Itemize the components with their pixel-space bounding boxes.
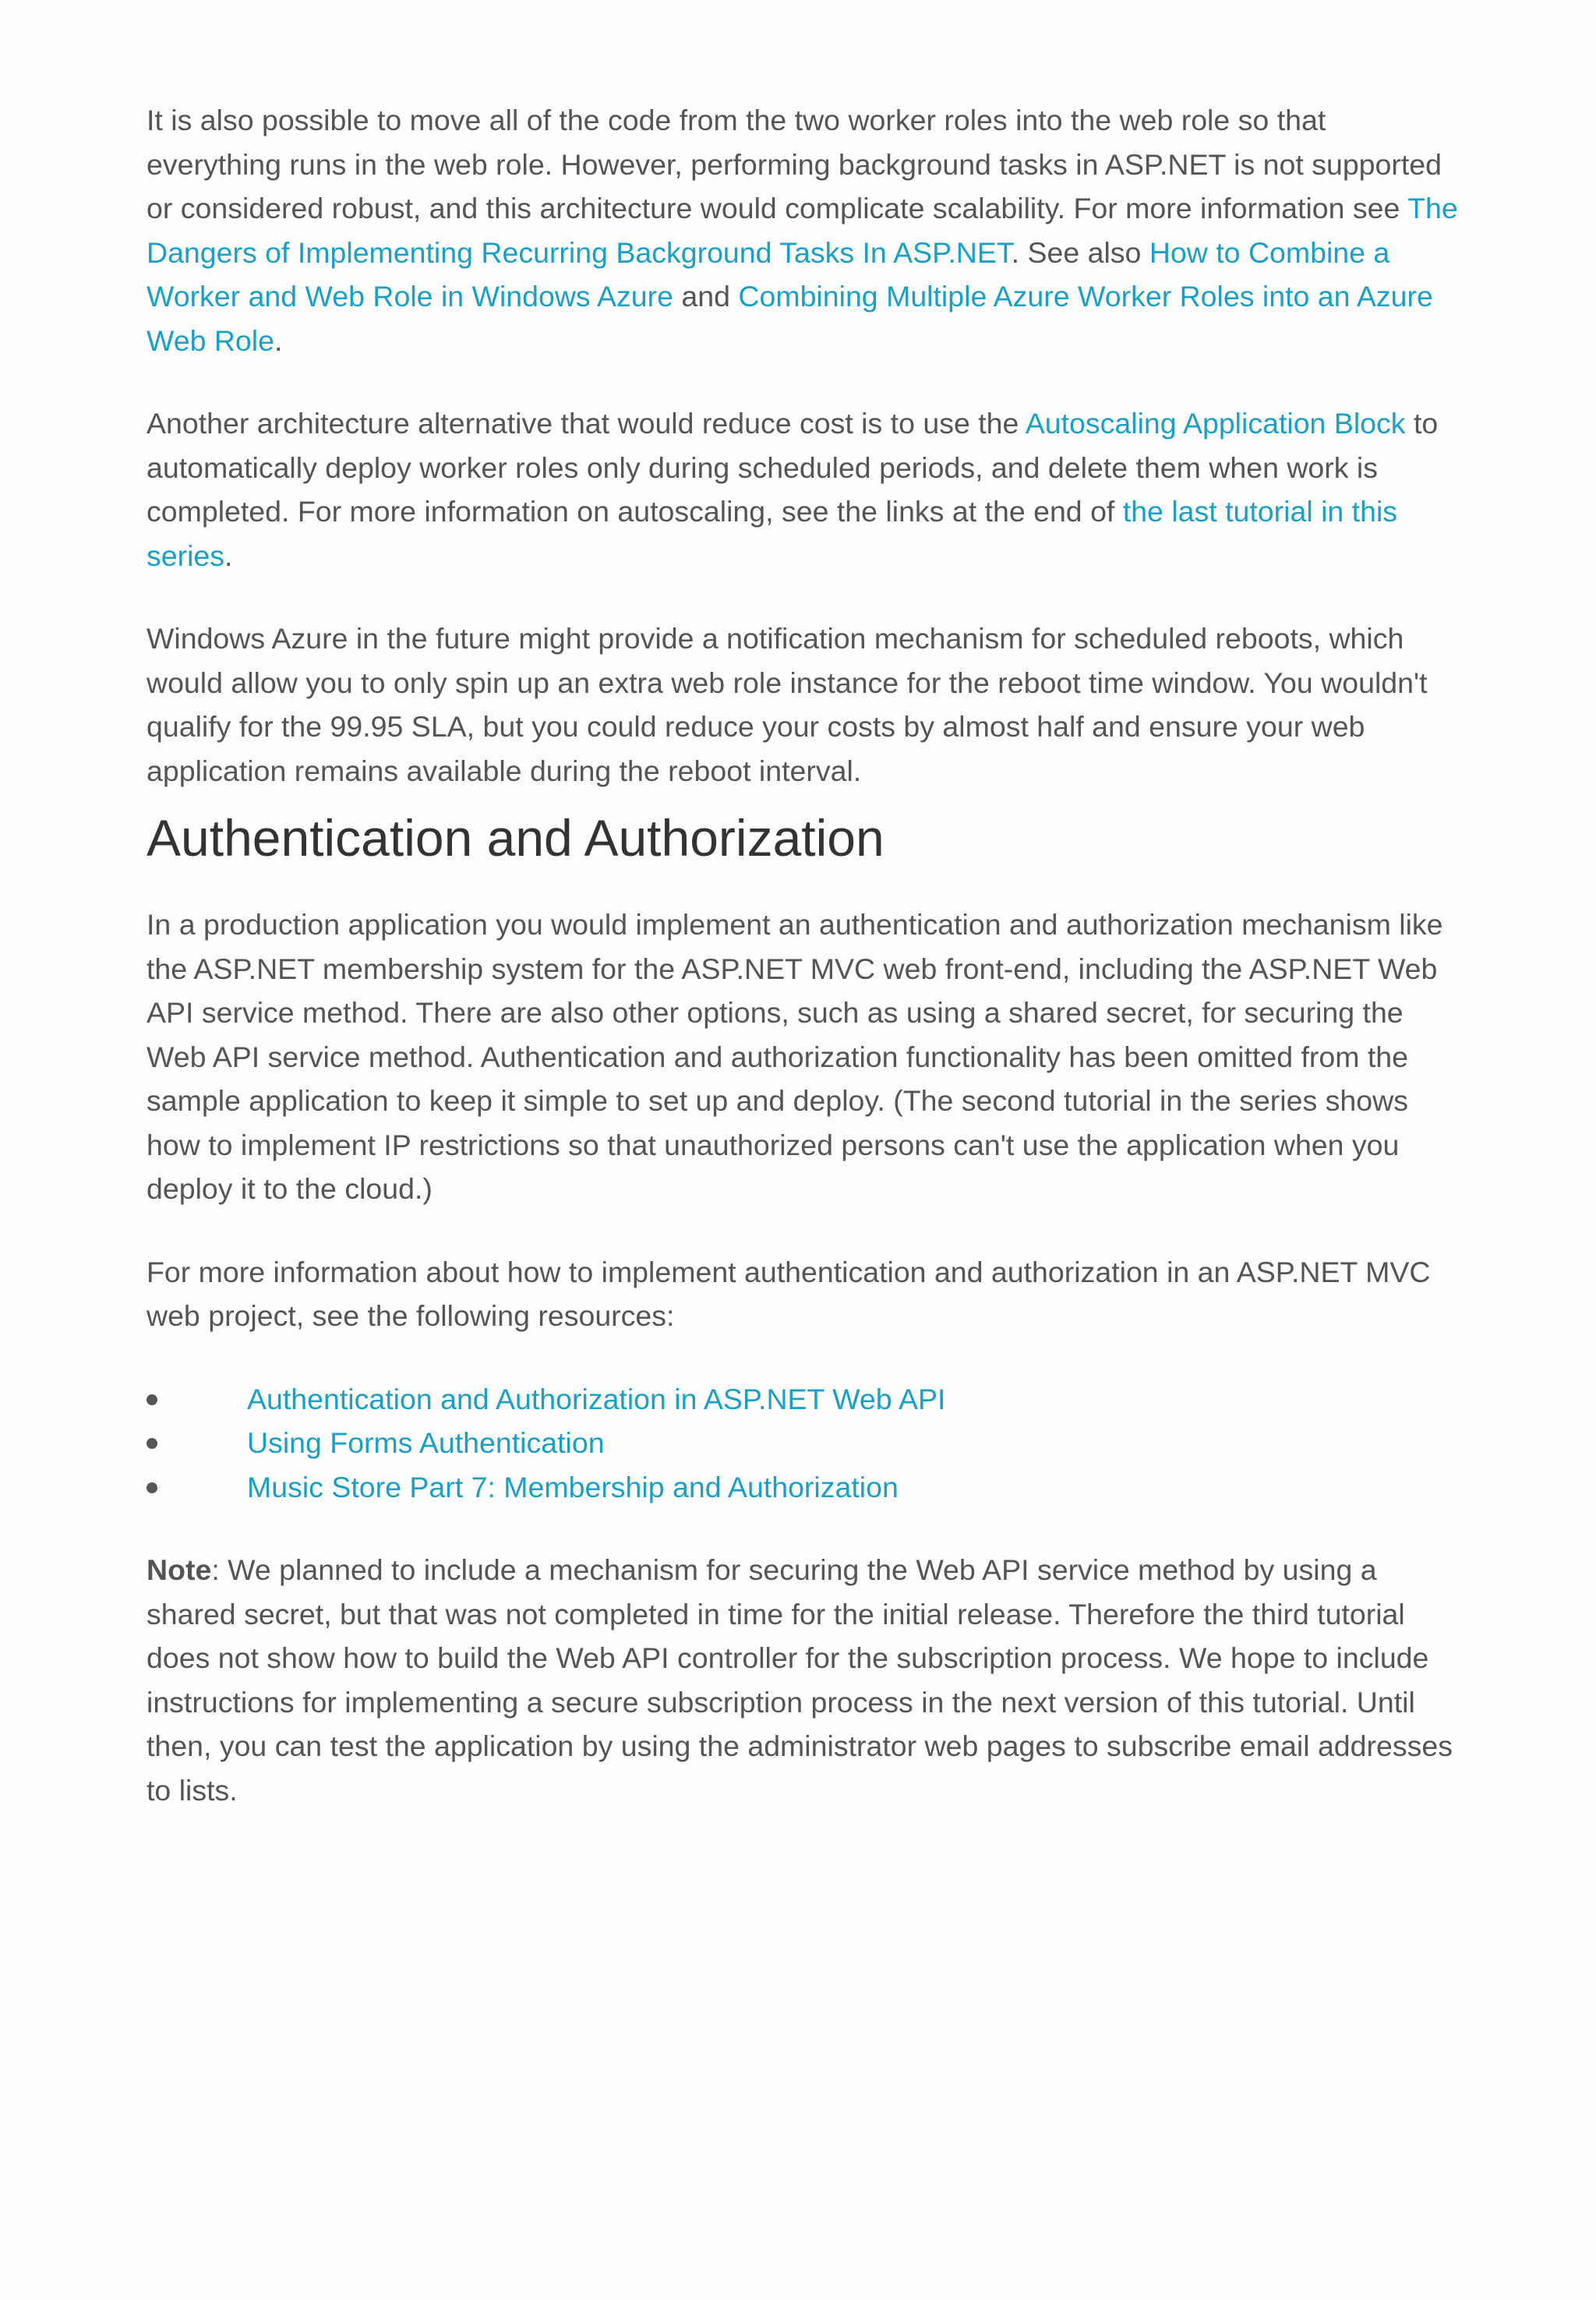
- bullet-icon: [147, 1394, 157, 1405]
- link-autoscaling-application-block[interactable]: Autoscaling Application Block: [1025, 407, 1406, 440]
- paragraph-autoscaling: [147, 401, 1464, 578]
- link-last-tutorial[interactable]: the last tutorial in this series: [147, 495, 1398, 572]
- link-forms-authentication[interactable]: Using Forms Authentication: [247, 1426, 605, 1459]
- paragraph-text: Another architecture alternative that would reduce cost is to use the: [147, 407, 1026, 440]
- resources-list: [147, 1377, 1464, 1510]
- paragraph-text: It is also possible to move all of the code from the two worker roles into the web role so that everything runs in the web role. However, performing background tasks in ASP.NET is not supported or considered robust, and this architecture would complicate scalability. For more information see: [147, 104, 1442, 224]
- document-content: [147, 98, 1464, 1812]
- paragraph-text: and: [673, 280, 739, 313]
- link-combining-multiple-worker-roles[interactable]: Combining Multiple Azure Worker Roles into an Azure Web Role: [147, 280, 1433, 357]
- bullet-icon: [147, 1482, 157, 1493]
- list-item: [147, 1465, 1464, 1510]
- link-combine-worker-web-role[interactable]: How to Combine a Worker and Web Role in Windows Azure: [147, 235, 1390, 313]
- paragraph-worker-roles: [147, 98, 1464, 362]
- paragraph-production-auth: In a production application you would implement an authentication and authorization mechanism like the ASP.NET membership system for the ASP.NET MVC web front-end, including the ASP.NET Web API service method. There are also other options, such as using a shared secret, for securing the Web API service method. Authentication and authorization functionality has been omitted from the sample application to keep it simple to set up and deploy. (The second tutorial in the series shows how to implement IP restrictions so that unauthorized persons can't use the application when you deploy it to the cloud.): [147, 908, 1443, 1205]
- paragraph-text: .: [274, 323, 283, 357]
- section-heading-authentication: Authentication and Authorization: [147, 809, 885, 867]
- paragraph-resources-intro: For more information about how to implement authentication and authorization in an ASP.NET MVC web project, see the following resources:: [147, 1255, 1431, 1332]
- link-music-store-part-7[interactable]: Music Store Part 7: Membership and Authorization: [247, 1470, 899, 1503]
- bullet-icon: [147, 1438, 157, 1449]
- paragraph-note: [147, 1548, 1464, 1812]
- paragraph-text: to automatically deploy worker roles only during scheduled periods, and delete them when work is completed. For more information on autoscaling, see the links at the end of: [147, 407, 1439, 528]
- paragraph-reboot-notification: Windows Azure in the future might provide a notification mechanism for scheduled reboots, which would allow you to only spin up an extra web role instance for the reboot time window. You wouldn't qualify for the 99.95 SLA, but you could reduce your costs by almost half and ensure your web application remains available during the reboot interval.: [147, 622, 1428, 787]
- list-item: [147, 1421, 1464, 1465]
- note-text: : We planned to include a mechanism for securing the Web API service method by using a shared secret, but that was not completed in time for the initial release. Therefore the third tutorial does not show how to build the Web API controller for the subscription process. We hope to include instructions for implementing a secure subscription process in the next version of this tutorial. Until then, you can test the application by using the administrator web pages to subscribe email addresses to lists.: [147, 1553, 1453, 1807]
- paragraph-text: . See also: [1011, 235, 1149, 269]
- paragraph-text: .: [224, 539, 233, 572]
- link-auth-web-api[interactable]: Authentication and Authorization in ASP.NET Web API: [247, 1382, 946, 1415]
- note-label: Note: [147, 1553, 212, 1586]
- list-item: [147, 1377, 1464, 1422]
- link-dangers-background-tasks[interactable]: The Dangers of Implementing Recurring Background Tasks In ASP.NET: [147, 192, 1458, 269]
